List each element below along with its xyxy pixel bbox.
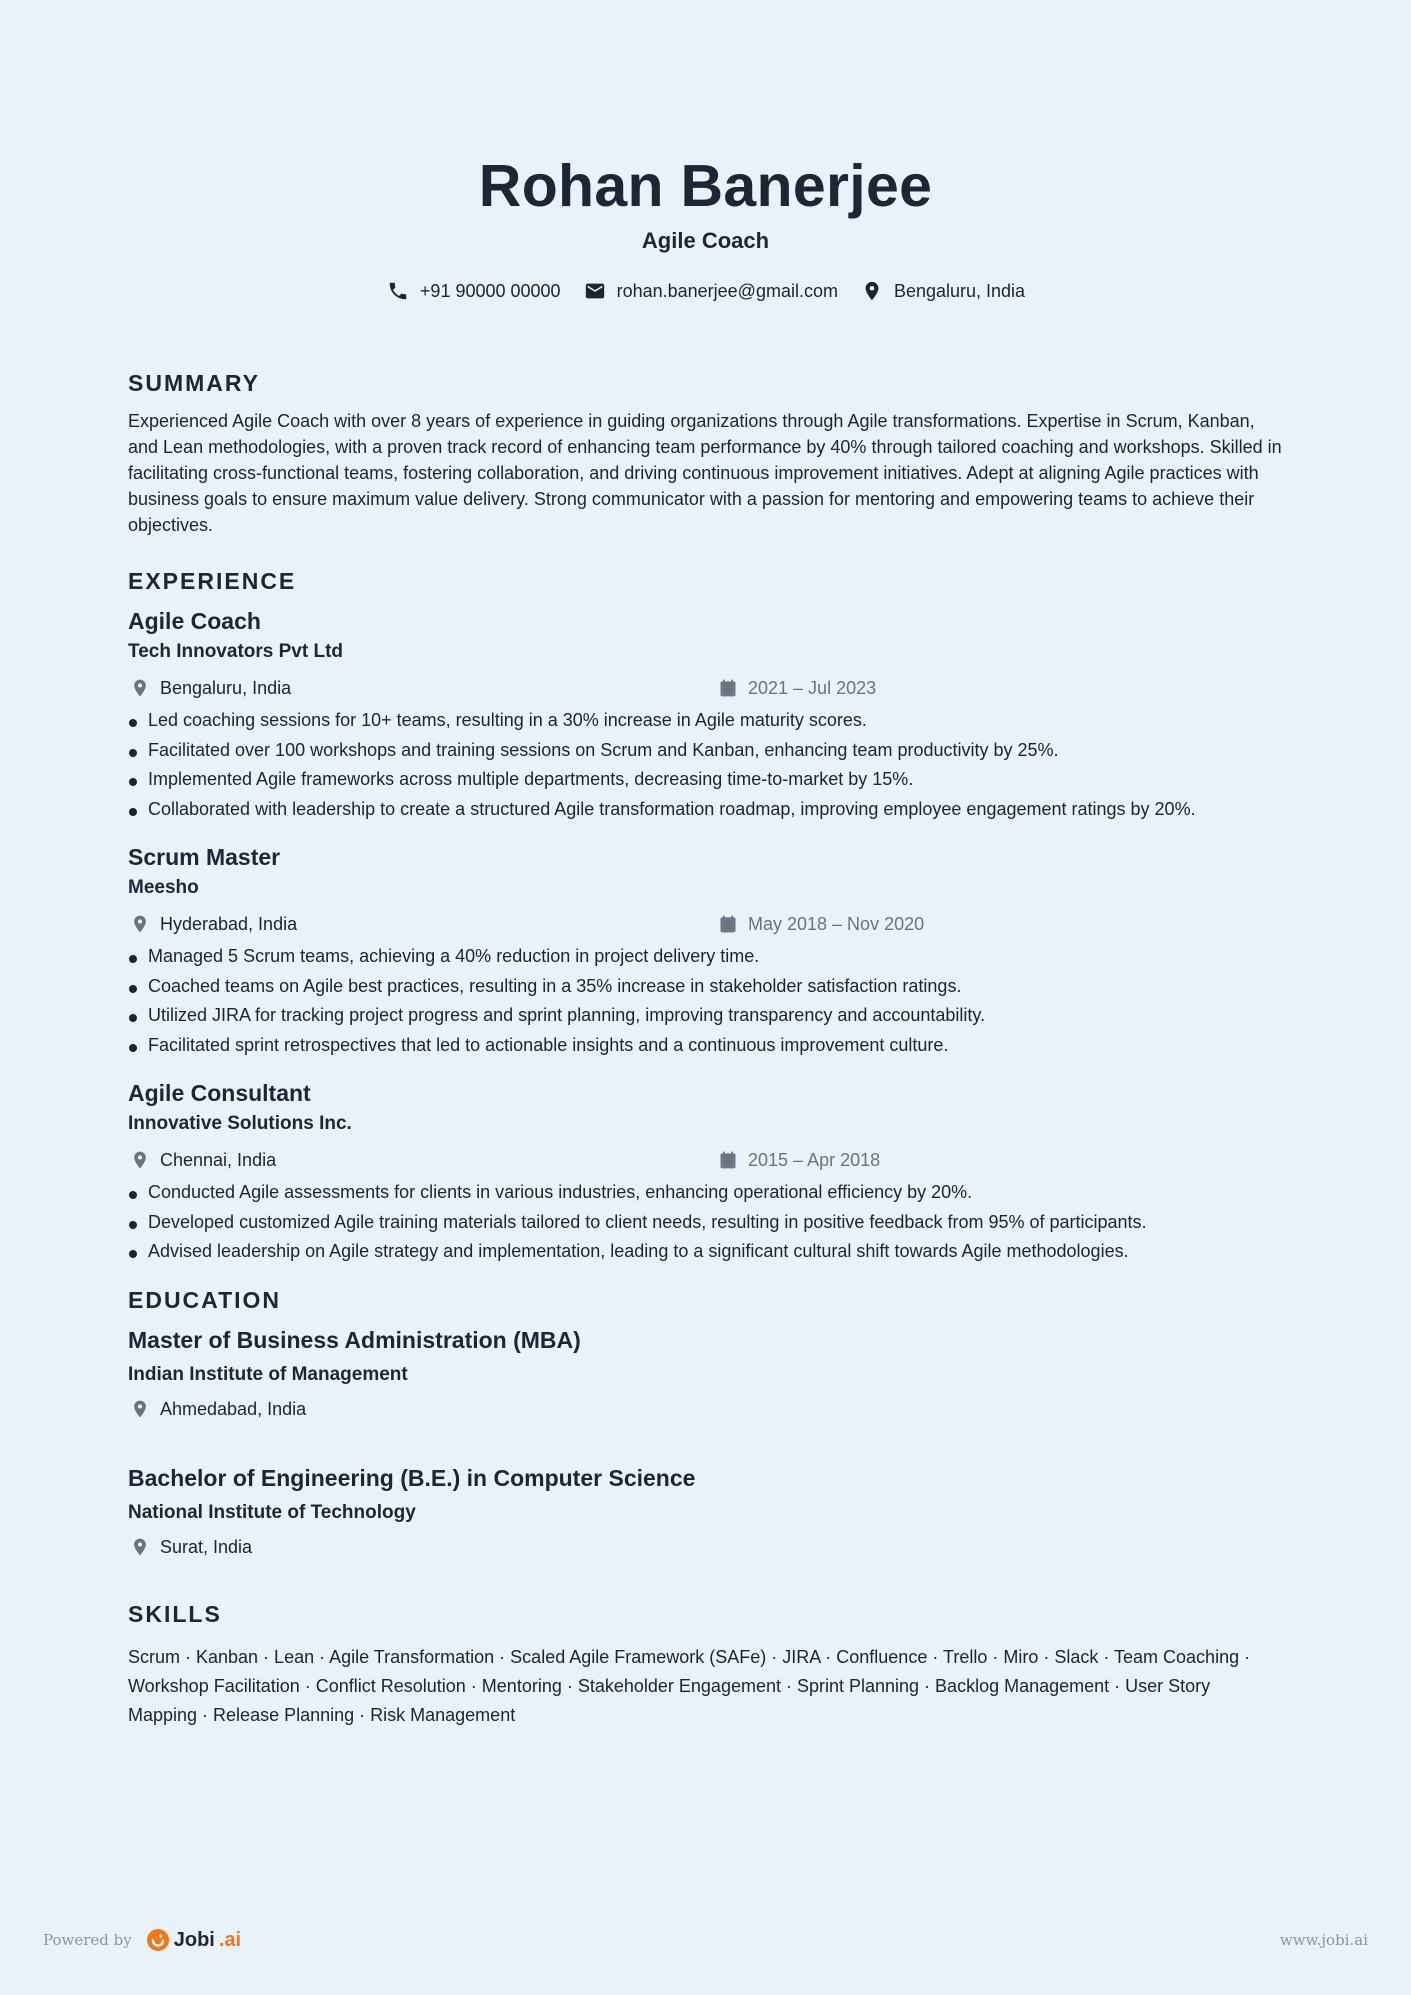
map-pin-icon	[128, 912, 152, 936]
edu-location	[128, 1533, 252, 1561]
job-bullet: Conducted Agile assessments for clients in various industries, enhancing operational efficiency by 20%.	[128, 1178, 1283, 1208]
candidate-name: Rohan Banerjee	[478, 153, 933, 219]
job-bullet: Facilitated over 100 workshops and training sessions on Scrum and Kanban, enhancing team productivity by 25%.	[128, 736, 1283, 766]
resume-page	[128, 0, 1283, 1730]
job-dates-text: 2015 – Apr 2018	[748, 1150, 881, 1170]
job-dates	[716, 674, 876, 702]
job-location-text: Bengaluru, India	[160, 678, 292, 698]
job-bullet: Collaborated with leadership to create a structured Agile transformation roadmap, improving employee engagement ratings by 20%.	[128, 795, 1283, 825]
job-bullet: Advised leadership on Agile strategy and implementation, leading to a significant cultural shift towards Agile methodologies.	[128, 1237, 1283, 1267]
job-bullet: Utilized JIRA for tracking project progress and sprint planning, improving transparency and accountability.	[128, 1001, 1283, 1031]
job-company: Meesho	[128, 877, 199, 898]
job-dates-text: 2021 – Jul 2023	[748, 678, 877, 698]
contact-location	[860, 278, 1025, 304]
map-pin-icon	[860, 279, 884, 303]
edu-school: National Institute of Technology	[128, 1501, 416, 1523]
job-bullet: Developed customized Agile training materials tailored to client needs, resulting in positive feedback from 95% of participants.	[128, 1208, 1283, 1238]
map-pin-icon	[128, 1535, 152, 1559]
job-bullets	[128, 1178, 1283, 1267]
job-bullet: Facilitated sprint retrospectives that led to actionable insights and a continuous improvement culture.	[128, 1031, 1283, 1061]
job-meta	[128, 1146, 1283, 1174]
summary-heading: SUMMARY	[128, 370, 260, 396]
skills-heading: SKILLS	[128, 1600, 222, 1627]
job-bullet: Coached teams on Agile best practices, resulting in a 35% increase in stakeholder satisfaction ratings.	[128, 972, 1283, 1002]
job-title: Scrum Master	[128, 844, 281, 870]
job-location-text: Chennai, India	[160, 1150, 277, 1170]
resume-header	[128, 0, 1283, 304]
job-company: Tech Innovators Pvt Ltd	[128, 641, 344, 662]
job-bullet: Implemented Agile frameworks across multiple departments, decreasing time-to-market by 15%.	[128, 765, 1283, 795]
education-heading: EDUCATION	[128, 1286, 282, 1313]
candidate-role: Agile Coach	[641, 228, 770, 253]
envelope-icon	[583, 279, 607, 303]
education-entry	[128, 1325, 1283, 1423]
edu-degree: Bachelor of Engineering (B.E.) in Computer Science	[128, 1464, 696, 1491]
job-location	[128, 910, 297, 938]
jobi-logo-icon	[146, 1928, 170, 1952]
phone-text: +91 90000 00000	[419, 281, 561, 301]
map-pin-icon	[128, 676, 152, 700]
experience-entry	[128, 842, 1283, 1060]
job-bullets	[128, 942, 1283, 1060]
edu-location-text: Surat, India	[160, 1536, 253, 1557]
job-meta	[128, 674, 1283, 702]
edu-location	[128, 1395, 306, 1423]
map-pin-icon	[128, 1397, 152, 1421]
job-meta	[128, 910, 1283, 938]
job-company: Innovative Solutions Inc.	[128, 1113, 352, 1134]
edu-meta	[128, 1533, 1283, 1561]
calendar-icon	[716, 676, 740, 700]
job-bullet: Managed 5 Scrum teams, achieving a 40% reduction in project delivery time.	[128, 942, 1283, 972]
contact-row	[128, 278, 1283, 304]
powered-by-text: Powered by	[43, 1931, 132, 1949]
job-dates	[716, 1146, 880, 1174]
edu-meta	[128, 1395, 1283, 1423]
edu-school: Indian Institute of Management	[128, 1363, 408, 1385]
email-text: rohan.banerjee@gmail.com	[616, 281, 838, 301]
job-bullet: Led coaching sessions for 10+ teams, resulting in a 30% increase in Agile maturity scores.	[128, 706, 1283, 736]
calendar-icon	[716, 912, 740, 936]
contact-email	[583, 278, 838, 304]
edu-location-text: Ahmedabad, India	[160, 1398, 307, 1419]
job-dates-text: May 2018 – Nov 2020	[748, 914, 925, 934]
experience-entry	[128, 1078, 1283, 1267]
education-entry	[128, 1463, 1283, 1561]
job-location	[128, 1146, 276, 1174]
job-dates	[716, 910, 924, 938]
experience-entry	[128, 606, 1283, 824]
skills-text: Scrum · Kanban · Lean · Agile Transformation · Scaled Agile Framework (SAFe) · JIRA · Confluence · Trello · Miro · Slack · Team Coaching · Workshop Facilitation · Conflict Resolution · Mentoring · Stakeholder Engagement · Sprint Planning · Backlog Management · User Story Mapping · Release Planning · Risk Management	[128, 1646, 1251, 1725]
job-location-text: Hyderabad, India	[160, 914, 298, 934]
job-location	[128, 674, 291, 702]
footer-powered-by	[43, 1928, 241, 1952]
summary-text: Experienced Agile Coach with over 8 years of experience in guiding organizations through Agile transformations. Expertise in Scrum, Kanban, and Lean methodologies, with a proven track record of enhancing team performance by 40% through tailored coaching and workshops. Skilled in facilitating cross-functional teams, fostering collaboration, and driving continuous improvement initiatives. Adept at aligning Agile practices with business goals to ensure maximum value delivery. Strong communicator with a passion for mentoring and empowering teams to achieve their objectives.	[128, 411, 1282, 535]
footer-website[interactable]: www.jobi.ai	[1279, 1931, 1368, 1949]
location-text: Bengaluru, India	[893, 281, 1026, 301]
map-pin-icon	[128, 1148, 152, 1172]
contact-phone	[386, 278, 561, 304]
job-title: Agile Consultant	[128, 1080, 311, 1106]
edu-degree: Master of Business Administration (MBA)	[128, 1326, 581, 1353]
phone-icon	[386, 279, 410, 303]
brand-main: Jobi	[173, 1928, 215, 1951]
job-title: Agile Coach	[128, 608, 261, 634]
job-bullets	[128, 706, 1283, 824]
brand-accent: .ai	[218, 1928, 242, 1951]
experience-heading: EXPERIENCE	[128, 568, 297, 594]
jobi-brand[interactable]	[146, 1928, 241, 1952]
calendar-icon	[716, 1148, 740, 1172]
